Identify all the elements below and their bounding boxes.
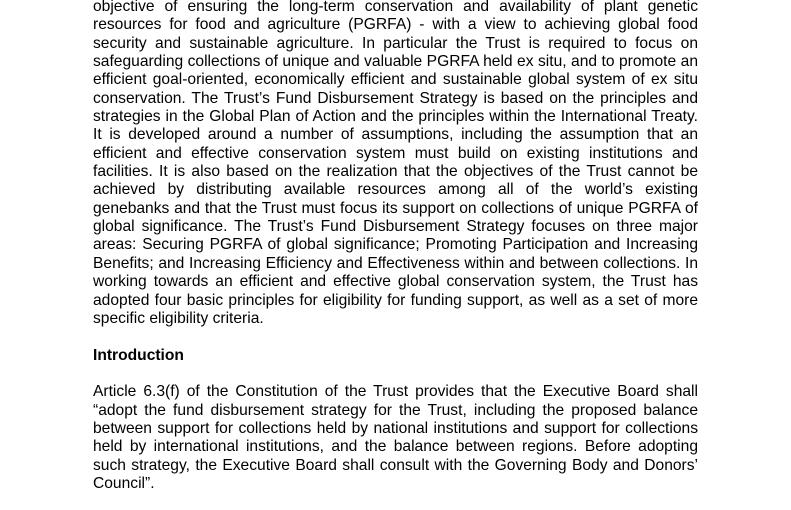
paragraph-spacer [93,365,698,383]
introduction-paragraph: Article 6.3(f) of the Constitution of the Trust provides that the Executive Board shall “adopt the fund disbursement strategy for the Trust, including the proposed balance between support for collections held by national institutions and support for collections held by international institutions, and the balance between regions. Before adopting such strategy, the Executive Board shall consult with the Governing Body and Donors’ Council”. [93,383,698,493]
document-page [93,0,698,493]
summary-paragraph: objective of ensuring the long-term conservation and availability of plant genetic resources for food and agriculture (PGRFA) - with a view to achieving global food security and sustainable agriculture. In particular the Trust is required to focus on safeguarding collections of unique and valuable PGRFA held ex situ, and to promote an efficient goal-oriented, economically efficient and sustainable global system of ex situ conservation. The Trust’s Fund Disbursement Strategy is based on the principles and strategies in the Global Plan of Action and the principles within the International Treaty. It is developed around a number of assumptions, including the assumption that an efficient and effective conservation system must build on existing institutions and facilities. It is also based on the realization that the objectives of the Trust cannot be achieved by distributing available resources among all of the world’s existing genebanks and that the Trust must focus its support on collections of unique PGRFA of global significance. The Trust’s Fund Disbursement Strategy focuses on three major areas: Securing PGRFA of global significance; Promoting Participation and Increasing Benefits; and Increasing Efficiency and Effectiveness within and between collections. In working towards an efficient and effective global conservation system, the Trust has adopted four basic principles for eligibility for funding support, as well as a set of more specific eligibility criteria. [93,0,698,327]
paragraph-spacer [93,328,698,346]
section-heading-introduction: Introduction [93,346,184,364]
